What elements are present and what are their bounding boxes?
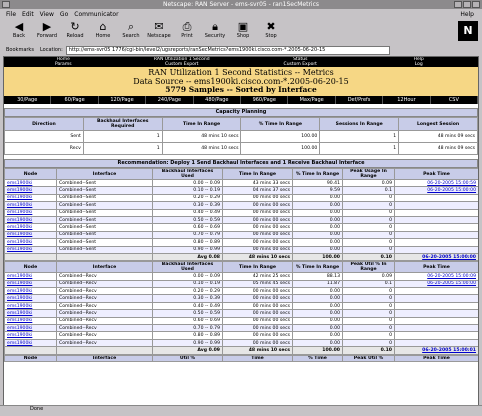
- sent-table-body: [5, 180, 479, 261]
- table-row: Recv 1 48 mins 10 secs 100.00 1 48 mins 09 secs: [5, 143, 478, 155]
- table-cell: 0.09: [343, 180, 395, 187]
- table-cell: 00 mins 00 secs: [223, 310, 293, 317]
- table-cell: 0.00: [293, 216, 343, 223]
- average-cell: 100.00: [293, 347, 343, 354]
- table-cell: 0.90 -- 0.99: [153, 339, 223, 346]
- table-cell: 00 mins 00 secs: [223, 216, 293, 223]
- peak-time-link[interactable]: [395, 288, 479, 295]
- table-cell: 0.00: [293, 288, 343, 295]
- report-sample-count: 5779 Samples -- Sorted by Interface: [165, 85, 317, 94]
- node-link[interactable]: ems1900ki: [5, 187, 57, 194]
- location-bar: [0, 45, 482, 55]
- recv-header: Node: [5, 262, 57, 273]
- sent-header: Time In Range: [223, 169, 293, 180]
- table-cell: 00 mins 00 secs: [223, 325, 293, 332]
- table-cell: Combined--Sent: [57, 239, 153, 246]
- table-cell: 04 mins 37 secs: [223, 187, 293, 194]
- table-cell: 00 mins 00 secs: [223, 295, 293, 302]
- table-cell: 00 mins 00 secs: [223, 302, 293, 309]
- cp-header: Backhaul Interfaces Required: [83, 118, 162, 131]
- table-cell: 00 mins 00 secs: [223, 246, 293, 253]
- table-cell: 00 mins 00 secs: [223, 339, 293, 346]
- node-link[interactable]: ems1900ki: [5, 332, 57, 339]
- recv-header: Interface: [57, 262, 153, 273]
- table-cell: 00 mins 00 secs: [223, 209, 293, 216]
- table-cell: 0: [343, 202, 395, 209]
- peak-time-link[interactable]: 06-20-2005 15:00:00: [395, 280, 479, 287]
- report-data-source: Data Source -- ems1900ki.cisco.com-*.2005-06-20-15: [133, 77, 349, 86]
- node-link[interactable]: ems1900ki: [5, 325, 57, 332]
- node-link[interactable]: ems1900ki: [5, 209, 57, 216]
- bottom-table-header: [4, 355, 479, 362]
- table-row: [5, 295, 479, 302]
- lock-icon: 🔒︎: [212, 20, 218, 33]
- nav-ran-utilization[interactable]: RAN Utilization 1 Second: [153, 57, 210, 62]
- table-cell: 88.13: [293, 273, 343, 280]
- table-cell: 00 mins 00 secs: [223, 224, 293, 231]
- maximize-button[interactable]: [463, 1, 471, 8]
- bottom-header: Time: [223, 355, 293, 361]
- table-cell: Combined--Sent: [57, 180, 153, 187]
- table-cell: 0: [343, 295, 395, 302]
- table-cell: 0: [343, 216, 395, 223]
- report-title: RAN Utilization 1 Second Statistics -- Metrics: [148, 68, 334, 77]
- table-cell: Combined--Recv: [57, 288, 153, 295]
- recv-table-body: [5, 273, 479, 354]
- table-cell: Combined--Recv: [57, 332, 153, 339]
- peak-time-link[interactable]: 06-20-2005 15:00:59: [395, 180, 479, 187]
- close-button[interactable]: [472, 1, 480, 8]
- peak-time-link[interactable]: 06-20-2005 15:00:00: [395, 253, 479, 260]
- table-cell: 0.80 -- 0.89: [153, 239, 223, 246]
- menu-help[interactable]: Help: [460, 10, 474, 18]
- table-cell: 9.59: [293, 187, 343, 194]
- stop-button[interactable]: ✖ Stop: [265, 20, 277, 39]
- node-link[interactable]: ems1900ki: [5, 246, 57, 253]
- menu-bar: [0, 9, 482, 19]
- nav-log[interactable]: Log: [414, 62, 423, 67]
- shop-icon: ▣: [237, 20, 249, 33]
- table-cell: 05 mins 45 secs: [223, 280, 293, 287]
- peak-time-link[interactable]: [395, 194, 479, 201]
- node-link[interactable]: ems1900ki: [5, 180, 57, 187]
- stop-icon: ✖: [266, 20, 276, 33]
- average-cell: 100.00: [293, 253, 343, 260]
- table-cell: 0.00: [293, 302, 343, 309]
- peak-time-link[interactable]: [395, 317, 479, 324]
- average-cell: Avg 0.09: [153, 347, 223, 354]
- table-row: [5, 231, 479, 238]
- recv-header: Time In Range: [223, 262, 293, 273]
- csv-link[interactable]: CSV: [431, 96, 478, 104]
- forward-arrow-icon: ▶: [42, 20, 52, 33]
- table-cell: Combined--Sent: [57, 187, 153, 194]
- peak-time-link[interactable]: [395, 302, 479, 309]
- report-header: [4, 67, 478, 96]
- window-menu-button[interactable]: [2, 1, 10, 8]
- table-cell: 0: [343, 209, 395, 216]
- table-cell: [5, 253, 57, 260]
- table-cell: 0: [343, 325, 395, 332]
- node-link[interactable]: ems1900ki: [5, 216, 57, 223]
- table-cell: 0: [343, 310, 395, 317]
- window-title: Netscape: RAN Server - ems-svr05 - ran1SecMetrics: [162, 1, 320, 8]
- table-cell: 0: [343, 288, 395, 295]
- table-cell: [57, 347, 153, 354]
- table-cell: Combined--Sent: [57, 224, 153, 231]
- table-cell: 0: [343, 194, 395, 201]
- peak-time-link[interactable]: [395, 310, 479, 317]
- table-cell: Combined--Sent: [57, 246, 153, 253]
- average-cell: 0.10: [343, 253, 395, 260]
- node-link[interactable]: ems1900ki: [5, 202, 57, 209]
- table-cell: 0.40 -- 0.49: [153, 209, 223, 216]
- peak-time-link[interactable]: [395, 209, 479, 216]
- table-cell: 0.00: [293, 231, 343, 238]
- table-cell: 00 mins 00 secs: [223, 239, 293, 246]
- def-prefs-link[interactable]: Def/Prefs: [336, 96, 383, 104]
- table-cell: 0.70 -- 0.79: [153, 231, 223, 238]
- table-cell: 0: [343, 317, 395, 324]
- table-cell: 43 mins 33 secs: [223, 180, 293, 187]
- nav-status[interactable]: Status: [293, 57, 308, 62]
- forward-button[interactable]: ▶ Forward: [36, 20, 58, 39]
- nav-help[interactable]: Help: [413, 57, 424, 62]
- table-cell: 0.00: [293, 194, 343, 201]
- peak-time-link[interactable]: [395, 325, 479, 332]
- node-link[interactable]: ems1900ki: [5, 224, 57, 231]
- table-cell: 0.80 -- 0.89: [153, 332, 223, 339]
- table-cell: 0.90 -- 0.99: [153, 246, 223, 253]
- table-cell: 0.1: [343, 280, 395, 287]
- table-cell: Combined--Sent: [57, 216, 153, 223]
- average-cell: Avg 0.08: [153, 253, 223, 260]
- table-cell: 0.20 -- 0.29: [153, 288, 223, 295]
- table-row: [5, 209, 479, 216]
- table-row: [5, 339, 479, 346]
- table-cell: 90.41: [293, 180, 343, 187]
- page-size-960[interactable]: 960/Page: [241, 96, 288, 104]
- recv-header: Peak Time: [395, 262, 479, 273]
- table-row: Sent 1 48 mins 10 secs 100.00 1 48 mins 09 secs: [5, 131, 478, 143]
- table-cell: 0.00: [293, 295, 343, 302]
- bookmarks-button[interactable]: Bookmarks: [6, 47, 34, 53]
- node-link[interactable]: ems1900ki: [5, 302, 57, 309]
- peak-time-link[interactable]: [395, 339, 479, 346]
- menu-view[interactable]: View: [39, 10, 54, 18]
- table-cell: 00 mins 00 secs: [223, 317, 293, 324]
- table-row: [5, 280, 479, 287]
- search-button[interactable]: ⌕ Search: [122, 20, 140, 39]
- table-row: [5, 187, 479, 194]
- netscape-logo: N: [458, 21, 478, 41]
- table-row: [5, 302, 479, 309]
- node-link[interactable]: ems1900ki: [5, 310, 57, 317]
- average-row: [5, 347, 479, 354]
- page-size-120[interactable]: 120/Page: [99, 96, 146, 104]
- cp-header: Sessions In Range: [320, 118, 399, 131]
- peak-time-link[interactable]: 06-20-2005 15:00:00: [395, 187, 479, 194]
- table-cell: Combined--Sent: [57, 194, 153, 201]
- capacity-planning-title: Capacity Planning: [4, 108, 478, 117]
- minimize-button[interactable]: [454, 1, 462, 8]
- security-button[interactable]: 🔒︎ Security: [204, 20, 226, 39]
- reload-button[interactable]: ↻ Reload: [66, 20, 84, 39]
- cp-header: % Time In Range: [241, 118, 320, 131]
- average-row: [5, 253, 479, 260]
- table-cell: 0.00: [293, 209, 343, 216]
- sent-header: Peak Time: [395, 169, 479, 180]
- status-text: Done: [30, 406, 44, 412]
- sent-header: Node: [5, 169, 57, 180]
- table-cell: Combined--Recv: [57, 317, 153, 324]
- node-link[interactable]: ems1900ki: [5, 280, 57, 287]
- table-row: [5, 202, 479, 209]
- table-cell: [57, 253, 153, 260]
- table-cell: 0: [343, 302, 395, 309]
- page-content: [3, 56, 479, 406]
- average-cell: 0.10: [343, 347, 395, 354]
- page-size-30[interactable]: 30/Page: [4, 96, 51, 104]
- table-row: [5, 332, 479, 339]
- table-cell: 0.00: [293, 224, 343, 231]
- table-row: [5, 317, 479, 324]
- table-cell: 0.00: [293, 246, 343, 253]
- table-cell: 0.10 -- 0.19: [153, 187, 223, 194]
- average-cell: 48 mins 10 secs: [223, 253, 293, 260]
- recommendation-title: Recommendation: Deploy 1 Send Backhaul Interfaces and 1 Receive Backhaul Interface: [4, 159, 478, 168]
- nav-params[interactable]: Params: [54, 62, 72, 67]
- report-top-nav: [4, 57, 478, 67]
- table-cell: 0.40 -- 0.49: [153, 302, 223, 309]
- peak-time-link[interactable]: [395, 246, 479, 253]
- capacity-planning-table: [4, 117, 478, 155]
- navigation-toolbar: [0, 19, 482, 46]
- table-cell: 0.50 -- 0.59: [153, 216, 223, 223]
- table-cell: 00 mins 00 secs: [223, 202, 293, 209]
- table-cell: Combined--Sent: [57, 231, 153, 238]
- peak-time-link[interactable]: 06-20-2005 15:00:01: [395, 347, 479, 354]
- nav-custom-export-2[interactable]: Custom Export: [283, 62, 317, 67]
- table-cell: Combined--Recv: [57, 310, 153, 317]
- table-cell: 0.00: [293, 332, 343, 339]
- netscape-button[interactable]: ✉ Netscape: [147, 20, 171, 39]
- table-cell: 0.30 -- 0.39: [153, 295, 223, 302]
- table-cell: Combined--Recv: [57, 302, 153, 309]
- table-cell: 0.00: [293, 202, 343, 209]
- table-cell: 00 mins 00 secs: [223, 231, 293, 238]
- menu-file[interactable]: File: [6, 10, 17, 18]
- bottom-header: Peak Time: [395, 355, 479, 361]
- average-cell: 48 mins 10 secs: [223, 347, 293, 354]
- print-icon: ⎙: [182, 20, 192, 33]
- bottom-header: Node: [5, 355, 57, 361]
- table-cell: 0.10 -- 0.19: [153, 280, 223, 287]
- table-row: [5, 194, 479, 201]
- table-cell: [5, 347, 57, 354]
- peak-time-link[interactable]: [395, 231, 479, 238]
- search-icon: ⌕: [127, 20, 135, 33]
- peak-time-link[interactable]: [395, 202, 479, 209]
- sent-header: % Time In Range: [293, 169, 343, 180]
- table-cell: 11.87: [293, 280, 343, 287]
- table-row: [5, 288, 479, 295]
- peak-time-link[interactable]: [395, 295, 479, 302]
- status-bar: [0, 405, 482, 416]
- table-row: [5, 310, 479, 317]
- home-button[interactable]: ⌂ Home: [95, 20, 111, 39]
- menu-communicator[interactable]: Communicator: [74, 10, 119, 18]
- table-cell: 0: [343, 246, 395, 253]
- table-cell: Combined--Recv: [57, 295, 153, 302]
- peak-time-link[interactable]: 06-20-2005 15:00:09: [395, 273, 479, 280]
- table-cell: 0: [343, 332, 395, 339]
- table-cell: 0.00: [293, 325, 343, 332]
- table-cell: 00 mins 00 secs: [223, 332, 293, 339]
- node-link[interactable]: ems1900ki: [5, 295, 57, 302]
- table-cell: 0.30 -- 0.39: [153, 202, 223, 209]
- bottom-header: Util %: [153, 355, 223, 361]
- node-link[interactable]: ems1900ki: [5, 194, 57, 201]
- home-icon: ⌂: [99, 20, 107, 33]
- peak-time-link[interactable]: [395, 216, 479, 223]
- table-cell: 0.00: [293, 310, 343, 317]
- peak-time-link[interactable]: [395, 224, 479, 231]
- bottom-header: Interface: [57, 355, 153, 361]
- table-cell: Combined--Sent: [57, 209, 153, 216]
- table-cell: 00 mins 00 secs: [223, 194, 293, 201]
- page-size-bar: [4, 96, 478, 104]
- back-button[interactable]: ◀ Back: [12, 20, 26, 39]
- table-cell: 0: [343, 339, 395, 346]
- table-row: [5, 325, 479, 332]
- table-cell: 0.00 -- 0.09: [153, 180, 223, 187]
- node-link[interactable]: ems1900ki: [5, 317, 57, 324]
- table-cell: 0: [343, 231, 395, 238]
- table-cell: 0.00: [293, 317, 343, 324]
- table-cell: 0.00: [293, 239, 343, 246]
- node-link[interactable]: ems1900ki: [5, 288, 57, 295]
- table-cell: 0.1: [343, 187, 395, 194]
- table-cell: 0.00 -- 0.09: [153, 273, 223, 280]
- recv-header: Backhaul Interfaces Used: [153, 262, 223, 273]
- cp-header: Direction: [5, 118, 84, 131]
- sent-header: Peak Usage In Range: [343, 169, 395, 180]
- table-row: [5, 216, 479, 223]
- node-link[interactable]: ems1900ki: [5, 239, 57, 246]
- nav-custom-export-1[interactable]: Custom Export: [165, 62, 199, 67]
- sent-interface-table: [4, 168, 479, 261]
- node-link[interactable]: ems1900ki: [5, 273, 57, 280]
- table-cell: Combined--Recv: [57, 325, 153, 332]
- table-cell: 0.00: [293, 339, 343, 346]
- table-cell: Combined--Recv: [57, 280, 153, 287]
- peak-time-link[interactable]: [395, 332, 479, 339]
- table-cell: Combined--Sent: [57, 202, 153, 209]
- table-cell: Combined--Recv: [57, 339, 153, 346]
- table-row: [5, 239, 479, 246]
- menu-go[interactable]: Go: [59, 10, 69, 18]
- table-cell: 00 mins 00 secs: [223, 288, 293, 295]
- table-cell: 0: [343, 224, 395, 231]
- node-link[interactable]: ems1900ki: [5, 231, 57, 238]
- reload-icon: ↻: [70, 20, 80, 33]
- table-cell: 0.50 -- 0.59: [153, 310, 223, 317]
- table-cell: 0.60 -- 0.69: [153, 317, 223, 324]
- title-bar: [0, 0, 482, 9]
- location-label: Location:: [39, 47, 63, 53]
- page-size-max[interactable]: Max/Page: [288, 96, 335, 104]
- page-size-240[interactable]: 240/Page: [146, 96, 193, 104]
- table-row: [5, 246, 479, 253]
- url-input[interactable]: http://ems-svr05 1776/cgi-bin/level2/ugsreports/ranSecMetrics?ems1900ki.cisco.com-*.2005-06-20-15: [66, 46, 390, 55]
- recv-header: % Time In Range: [293, 262, 343, 273]
- menu-edit[interactable]: Edit: [22, 10, 34, 18]
- shop-button[interactable]: ▣ Shop: [236, 20, 250, 39]
- table-cell: 0.60 -- 0.69: [153, 224, 223, 231]
- print-button[interactable]: ⎙ Print: [181, 20, 193, 39]
- nav-home[interactable]: Home: [56, 57, 70, 62]
- 12hour-link[interactable]: 12Hour: [383, 96, 430, 104]
- sent-header: Interface: [57, 169, 153, 180]
- table-cell: 0.09: [343, 273, 395, 280]
- netscape-icon: ✉: [154, 20, 164, 33]
- table-cell: Combined--Recv: [57, 273, 153, 280]
- table-cell: 0.70 -- 0.79: [153, 325, 223, 332]
- sent-header: Backhaul Interfaces Used: [153, 169, 223, 180]
- peak-time-link[interactable]: [395, 239, 479, 246]
- table-cell: 0: [343, 239, 395, 246]
- table-row: [5, 273, 479, 280]
- recv-header: Peak Util % In Range: [343, 262, 395, 273]
- page-size-60[interactable]: 60/Page: [51, 96, 98, 104]
- table-row: [5, 224, 479, 231]
- node-link[interactable]: ems1900ki: [5, 339, 57, 346]
- table-cell: 42 mins 25 secs: [223, 273, 293, 280]
- bottom-header: % Time: [293, 355, 343, 361]
- table-row: [5, 180, 479, 187]
- back-arrow-icon: ◀: [14, 20, 24, 33]
- page-size-480[interactable]: 480/Page: [194, 96, 241, 104]
- recv-interface-table: [4, 261, 479, 354]
- bottom-header: Peak Util %: [343, 355, 395, 361]
- table-cell: 0.20 -- 0.29: [153, 194, 223, 201]
- cp-header: Time In Range: [162, 118, 241, 131]
- cp-header: Longest Session: [399, 118, 478, 131]
